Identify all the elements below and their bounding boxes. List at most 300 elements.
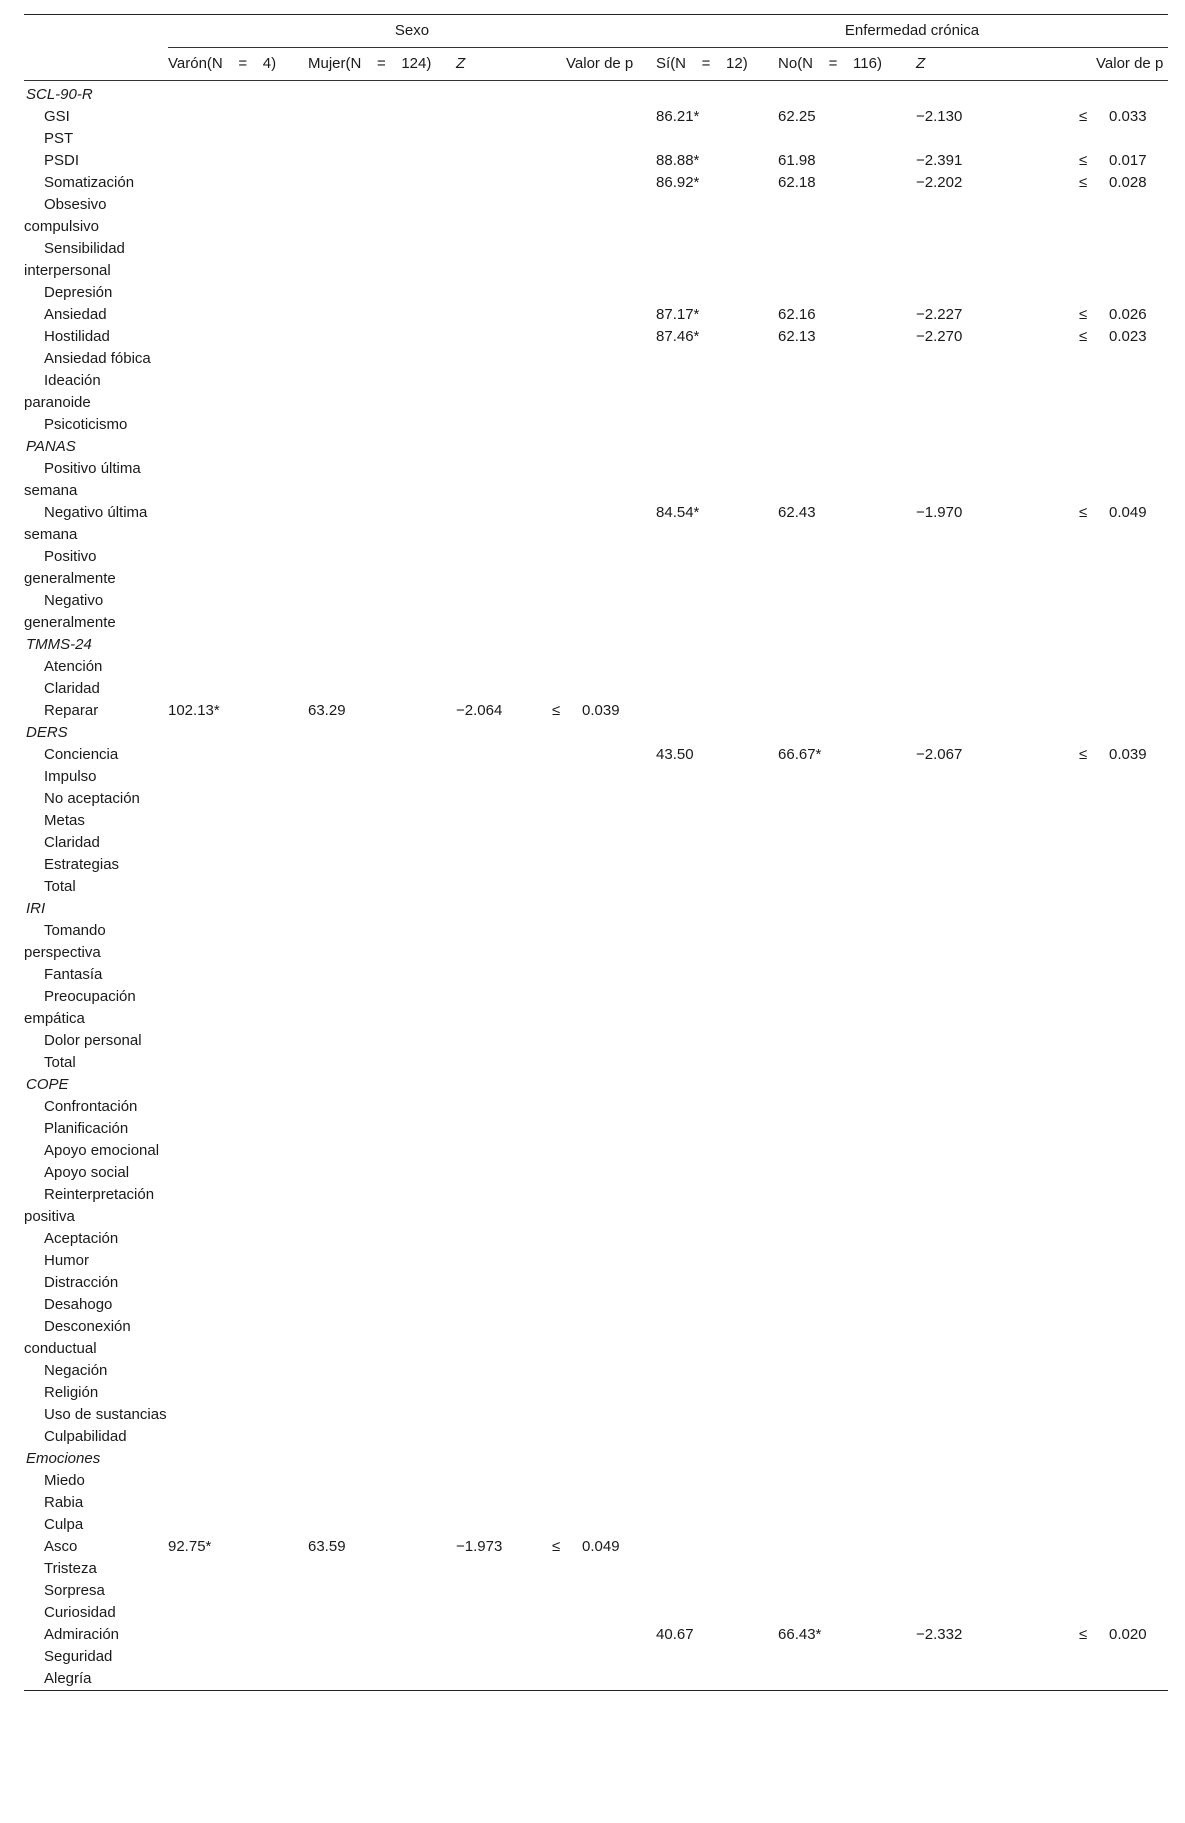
- p-enf-value: [1006, 1668, 1168, 1691]
- col-p-sexo: Valor de p: [546, 48, 656, 81]
- p-enf-value: [1006, 1580, 1168, 1602]
- si-value: 86.21*: [656, 108, 700, 125]
- mujer-value: [308, 898, 456, 920]
- varon-value: [168, 1030, 308, 1052]
- row-label: Confrontación: [44, 1098, 138, 1115]
- z-enf-value: [916, 1558, 1006, 1580]
- table-row: [24, 1360, 1168, 1382]
- row-label: Ansiedad: [44, 306, 107, 323]
- no-value: [778, 1646, 916, 1668]
- si-value: [656, 1492, 778, 1514]
- z-enf-value: [916, 282, 1006, 304]
- row-label: Total: [44, 878, 76, 895]
- no-value: [778, 194, 916, 238]
- mujer-value: [308, 436, 456, 458]
- p-enf-value: [1006, 1030, 1168, 1052]
- z-sexo-value: [456, 656, 546, 678]
- p-enf-value: [1006, 1228, 1168, 1250]
- row-label: Hostilidad: [44, 328, 110, 345]
- z-sexo-value: [456, 436, 546, 458]
- no-value: [778, 1602, 916, 1624]
- mujer-value: [308, 370, 456, 414]
- p-enf-value: [1006, 1360, 1168, 1382]
- no-value: [778, 1536, 916, 1558]
- p-enf-value: [1006, 1140, 1168, 1162]
- varon-value: [168, 1646, 308, 1668]
- results-table: [24, 14, 1168, 1691]
- si-value: [656, 920, 778, 964]
- z-enf-value: [916, 1382, 1006, 1404]
- si-value: [656, 194, 778, 238]
- p-sexo-value: ≤ 0.049: [552, 1538, 620, 1555]
- p-enf-value: [1006, 1250, 1168, 1272]
- section-label: COPE: [26, 1076, 69, 1093]
- z-enf-value: [916, 348, 1006, 370]
- z-enf-value: [916, 238, 1006, 282]
- z-sexo-value: [456, 326, 546, 348]
- section-row: [24, 436, 1168, 458]
- table-row: [24, 1624, 1168, 1646]
- p-sexo-value: [546, 1426, 656, 1448]
- varon-value: [168, 898, 308, 920]
- mujer-value: [308, 920, 456, 964]
- row-label: Asco: [44, 1538, 78, 1555]
- p-enf-value: ≤ 0.028: [1079, 174, 1147, 191]
- section-label: Emociones: [26, 1450, 101, 1467]
- mujer-value: [308, 172, 456, 194]
- p-enf-value: [1006, 898, 1168, 920]
- z-enf-value: −1.970: [916, 504, 963, 521]
- p-enf-value: [1006, 458, 1168, 502]
- no-value: [778, 1184, 916, 1228]
- p-enf-value: ≤ 0.023: [1079, 328, 1147, 345]
- z-sexo-value: [456, 128, 546, 150]
- p-sexo-value: [546, 546, 656, 590]
- z-sexo-value: [456, 304, 546, 326]
- si-value: [656, 898, 778, 920]
- table-row: [24, 744, 1168, 766]
- no-value: [778, 414, 916, 436]
- si-value: 87.17*: [656, 306, 700, 323]
- p-enf-value: ≤ 0.020: [1079, 1626, 1147, 1643]
- si-value: [656, 546, 778, 590]
- mujer-value: [308, 502, 456, 546]
- table-row: [24, 1184, 1168, 1228]
- p-enf-value: [1006, 1514, 1168, 1536]
- p-sexo-value: [546, 1470, 656, 1492]
- table-row: [24, 1250, 1168, 1272]
- row-label: Psicoticismo: [44, 416, 128, 433]
- no-value: [778, 1668, 916, 1691]
- z-sexo-value: [456, 1404, 546, 1426]
- row-label: Uso de sustancias: [44, 1406, 167, 1423]
- p-sexo-value: [546, 678, 656, 700]
- si-value: [656, 1514, 778, 1536]
- z-sexo-value: [456, 898, 546, 920]
- p-enf-value: [1006, 282, 1168, 304]
- si-value: [656, 1536, 778, 1558]
- z-sexo-value: [456, 1030, 546, 1052]
- si-value: [656, 1558, 778, 1580]
- z-enf-value: −2.391: [916, 152, 963, 169]
- p-sexo-value: [546, 1118, 656, 1140]
- z-sexo-value: [456, 1228, 546, 1250]
- z-enf-value: [916, 1470, 1006, 1492]
- row-label: Culpabilidad: [44, 1428, 127, 1445]
- p-enf-value: [1006, 986, 1168, 1030]
- si-value: 86.92*: [656, 174, 700, 191]
- p-sexo-value: [546, 1558, 656, 1580]
- row-label: Miedo: [44, 1472, 85, 1489]
- varon-value: [168, 1514, 308, 1536]
- mujer-value: [308, 282, 456, 304]
- p-enf-value: [1006, 1294, 1168, 1316]
- mujer-value: [308, 876, 456, 898]
- z-sexo-value: [456, 876, 546, 898]
- p-enf-value: [1006, 370, 1168, 414]
- varon-value: [168, 656, 308, 678]
- mujer-value: 63.59: [308, 1538, 346, 1555]
- p-enf-value: [1006, 436, 1168, 458]
- p-enf-value: [1006, 1052, 1168, 1074]
- varon-value: [168, 876, 308, 898]
- mujer-value: [308, 1382, 456, 1404]
- si-value: [656, 1162, 778, 1184]
- no-value: 66.67*: [778, 746, 822, 763]
- varon-value: [168, 1470, 308, 1492]
- p-enf-value: [1006, 1404, 1168, 1426]
- row-label: Ideación paranoide: [24, 372, 101, 411]
- p-enf-value: [1006, 1470, 1168, 1492]
- z-sexo-value: [456, 744, 546, 766]
- row-label: Desahogo: [44, 1296, 113, 1313]
- si-value: [656, 1140, 778, 1162]
- no-value: [778, 766, 916, 788]
- mujer-value: [308, 1602, 456, 1624]
- row-label: Sorpresa: [44, 1582, 105, 1599]
- mujer-value: [308, 986, 456, 1030]
- varon-value: [168, 458, 308, 502]
- no-value: 62.18: [778, 174, 816, 191]
- row-label: Seguridad: [44, 1648, 113, 1665]
- varon-value: [168, 1602, 308, 1624]
- mujer-value: [308, 1426, 456, 1448]
- si-value: [656, 1250, 778, 1272]
- mujer-value: [308, 634, 456, 656]
- p-enf-value: ≤ 0.039: [1079, 746, 1147, 763]
- si-value: [656, 1052, 778, 1074]
- varon-value: [168, 678, 308, 700]
- z-enf-value: [916, 1228, 1006, 1250]
- si-value: [656, 1580, 778, 1602]
- z-enf-value: [916, 1646, 1006, 1668]
- no-value: [778, 810, 916, 832]
- z-sexo-value: [456, 238, 546, 282]
- no-value: [778, 238, 916, 282]
- si-value: [656, 656, 778, 678]
- no-value: [778, 1162, 916, 1184]
- varon-value: [168, 128, 308, 150]
- p-sexo-value: [546, 458, 656, 502]
- si-value: [656, 1646, 778, 1668]
- section-label: IRI: [26, 900, 46, 917]
- p-enf-value: [1006, 1184, 1168, 1228]
- no-value: [778, 1470, 916, 1492]
- p-enf-value: [1006, 788, 1168, 810]
- table-row: [24, 1052, 1168, 1074]
- z-enf-value: [916, 1096, 1006, 1118]
- mujer-value: [308, 1404, 456, 1426]
- z-sexo-value: [456, 1074, 546, 1096]
- varon-value: [168, 238, 308, 282]
- z-enf-value: [916, 128, 1006, 150]
- p-sexo-value: [546, 656, 656, 678]
- no-value: [778, 1272, 916, 1294]
- si-value: [656, 634, 778, 656]
- si-value: [656, 1272, 778, 1294]
- z-sexo-value: [456, 722, 546, 744]
- no-value: [778, 348, 916, 370]
- p-enf-value: [1006, 832, 1168, 854]
- p-sexo-value: ≤ 0.039: [552, 702, 620, 719]
- si-value: [656, 964, 778, 986]
- no-value: [778, 590, 916, 634]
- z-enf-value: [916, 1514, 1006, 1536]
- p-enf-value: [1006, 1558, 1168, 1580]
- p-sexo-value: [546, 150, 656, 172]
- table-row: [24, 1294, 1168, 1316]
- si-value: [656, 1118, 778, 1140]
- z-sexo-value: [456, 1426, 546, 1448]
- mujer-value: [308, 678, 456, 700]
- varon-value: [168, 370, 308, 414]
- mujer-value: [308, 1668, 456, 1691]
- p-enf-value: [1006, 81, 1168, 107]
- no-value: [778, 1316, 916, 1360]
- row-label: Curiosidad: [44, 1604, 116, 1621]
- no-value: [778, 458, 916, 502]
- table-row: [24, 1668, 1168, 1691]
- z-sexo-value: [456, 1140, 546, 1162]
- no-value: [778, 1448, 916, 1470]
- row-label: Apoyo emocional: [44, 1142, 160, 1159]
- mujer-value: [308, 414, 456, 436]
- col-si: Sí(N = 12): [656, 48, 778, 81]
- table-row: [24, 282, 1168, 304]
- no-value: 62.43: [778, 504, 816, 521]
- z-enf-value: [916, 194, 1006, 238]
- row-label: GSI: [44, 108, 70, 125]
- z-sexo-value: [456, 1514, 546, 1536]
- table-row: [24, 546, 1168, 590]
- mujer-value: [308, 854, 456, 876]
- row-label: PSDI: [44, 152, 80, 169]
- z-sexo-value: [456, 502, 546, 546]
- p-enf-value: [1006, 876, 1168, 898]
- p-sexo-value: [546, 810, 656, 832]
- col-mujer: Mujer(N = 124): [308, 48, 456, 81]
- row-label: Aceptación: [44, 1230, 119, 1247]
- z-sexo-value: [456, 150, 546, 172]
- no-value: [778, 1052, 916, 1074]
- varon-value: 102.13*: [168, 702, 220, 719]
- p-sexo-value: [546, 1668, 656, 1691]
- col-p-enf: Valor de p: [1006, 48, 1168, 81]
- p-sexo-value: [546, 238, 656, 282]
- z-sexo-value: [456, 1602, 546, 1624]
- si-value: [656, 722, 778, 744]
- no-value: [778, 436, 916, 458]
- table-row: [24, 810, 1168, 832]
- table-row: [24, 788, 1168, 810]
- p-enf-value: [1006, 656, 1168, 678]
- mujer-value: [308, 722, 456, 744]
- p-sexo-value: [546, 1052, 656, 1074]
- z-sexo-value: [456, 986, 546, 1030]
- z-enf-value: [916, 832, 1006, 854]
- z-enf-value: [916, 986, 1006, 1030]
- z-sexo-value: [456, 590, 546, 634]
- p-enf-value: ≤ 0.033: [1079, 108, 1147, 125]
- z-enf-value: [916, 898, 1006, 920]
- mujer-value: [308, 1184, 456, 1228]
- varon-value: [168, 1162, 308, 1184]
- varon-value: [168, 1404, 308, 1426]
- p-sexo-value: [546, 1030, 656, 1052]
- p-enf-value: [1006, 1426, 1168, 1448]
- p-enf-value: [1006, 1382, 1168, 1404]
- varon-value: [168, 854, 308, 876]
- si-value: [656, 678, 778, 700]
- section-row: [24, 81, 1168, 107]
- table-row: [24, 1514, 1168, 1536]
- mujer-value: [308, 832, 456, 854]
- z-enf-value: −2.227: [916, 306, 963, 323]
- table-row: [24, 854, 1168, 876]
- table-row: [24, 458, 1168, 502]
- p-sexo-value: [546, 1184, 656, 1228]
- varon-value: [168, 1250, 308, 1272]
- z-enf-value: [916, 1404, 1006, 1426]
- si-value: [656, 1382, 778, 1404]
- p-enf-value: [1006, 1536, 1168, 1558]
- p-enf-value: [1006, 194, 1168, 238]
- z-sexo-value: [456, 1052, 546, 1074]
- row-label: Negación: [44, 1362, 108, 1379]
- varon-value: [168, 1052, 308, 1074]
- table-row: [24, 1426, 1168, 1448]
- table-row: [24, 986, 1168, 1030]
- table-row: [24, 1096, 1168, 1118]
- row-label: PST: [44, 130, 74, 147]
- table-row: [24, 1228, 1168, 1250]
- table-row: [24, 414, 1168, 436]
- si-value: [656, 282, 778, 304]
- varon-value: [168, 194, 308, 238]
- table-row: [24, 1140, 1168, 1162]
- group-enfermedad-cronica: Enfermedad crónica: [656, 15, 1168, 48]
- mujer-value: [308, 1272, 456, 1294]
- z-sexo-value: [456, 81, 546, 107]
- row-label: Humor: [44, 1252, 90, 1269]
- p-enf-value: [1006, 348, 1168, 370]
- table-row: [24, 502, 1168, 546]
- varon-value: [168, 1184, 308, 1228]
- col-z-sexo: Z: [456, 48, 546, 81]
- z-sexo-value: [456, 1382, 546, 1404]
- mujer-value: [308, 1514, 456, 1536]
- z-sexo-value: [456, 1096, 546, 1118]
- si-value: [656, 370, 778, 414]
- varon-value: [168, 920, 308, 964]
- z-sexo-value: [456, 634, 546, 656]
- p-sexo-value: [546, 81, 656, 107]
- p-sexo-value: [546, 1514, 656, 1536]
- varon-value: [168, 1228, 308, 1250]
- z-enf-value: [916, 634, 1006, 656]
- varon-value: [168, 788, 308, 810]
- mujer-value: [308, 964, 456, 986]
- row-label: Tristeza: [44, 1560, 97, 1577]
- si-value: 43.50: [656, 746, 694, 763]
- table-row: [24, 348, 1168, 370]
- table-row: [24, 876, 1168, 898]
- z-enf-value: [916, 1316, 1006, 1360]
- table-row: [24, 370, 1168, 414]
- group-sexo: Sexo: [168, 15, 656, 48]
- varon-value: [168, 590, 308, 634]
- no-value: [778, 1382, 916, 1404]
- p-sexo-value: [546, 128, 656, 150]
- z-enf-value: [916, 964, 1006, 986]
- varon-value: [168, 1140, 308, 1162]
- section-row: [24, 1448, 1168, 1470]
- p-sexo-value: [546, 1580, 656, 1602]
- table-row: [24, 1118, 1168, 1140]
- varon-value: [168, 986, 308, 1030]
- varon-value: [168, 172, 308, 194]
- table-row: [24, 106, 1168, 128]
- si-value: [656, 832, 778, 854]
- si-value: 84.54*: [656, 504, 700, 521]
- varon-value: [168, 1668, 308, 1691]
- varon-value: [168, 1360, 308, 1382]
- mujer-value: [308, 1074, 456, 1096]
- table-row: [24, 1536, 1168, 1558]
- mujer-value: [308, 1118, 456, 1140]
- table-row: [24, 1272, 1168, 1294]
- table-row: [24, 1404, 1168, 1426]
- no-value: [778, 1360, 916, 1382]
- no-value: 62.13: [778, 328, 816, 345]
- table-body: [24, 81, 1168, 1691]
- mujer-value: [308, 1448, 456, 1470]
- z-enf-value: [916, 370, 1006, 414]
- no-value: [778, 964, 916, 986]
- z-enf-value: [916, 1360, 1006, 1382]
- row-label: Total: [44, 1054, 76, 1071]
- varon-value: [168, 634, 308, 656]
- z-sexo-value: [456, 1580, 546, 1602]
- varon-value: [168, 1558, 308, 1580]
- z-enf-value: [916, 1140, 1006, 1162]
- p-enf-value: [1006, 634, 1168, 656]
- table-row: [24, 1602, 1168, 1624]
- mujer-value: [308, 1646, 456, 1668]
- z-enf-value: [916, 1580, 1006, 1602]
- no-value: 66.43*: [778, 1626, 822, 1643]
- row-label: Alegría: [44, 1670, 92, 1687]
